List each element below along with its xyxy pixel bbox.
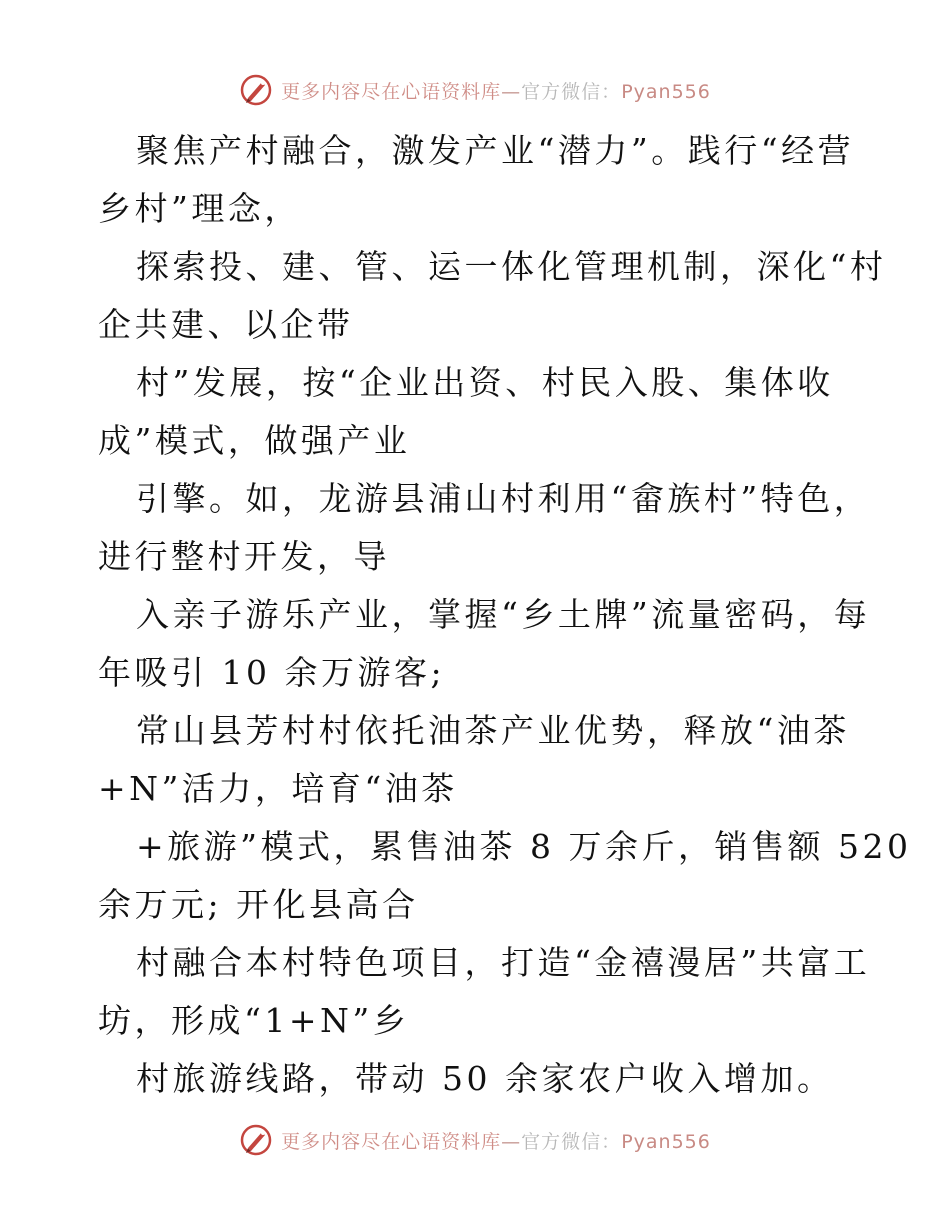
document-body: [98, 122, 912, 1108]
watermark-text: [281, 1127, 711, 1154]
text-line: 余万元; 开化县高合: [98, 885, 419, 924]
text-line: 进行整村开发，导: [98, 537, 390, 576]
watermark-dash: —: [501, 1130, 522, 1153]
text-line: 坊，形成“1+N”乡: [98, 1001, 410, 1040]
watermark-text: [281, 77, 711, 104]
pen-logo-icon: [239, 73, 273, 107]
text-line: +N”活力，培育“油茶: [98, 769, 458, 808]
footer-watermark: [0, 1120, 950, 1160]
text-line: 引擎。如，龙游县浦山村利用“畲族村”特色，: [136, 479, 871, 518]
watermark-account: Pyan556: [621, 1130, 711, 1153]
text-line: 村”发展，按“企业出资、村民入股、集体收: [136, 363, 834, 402]
text-line: 入亲子游乐产业，掌握“乡土牌”流量密码，每: [136, 595, 871, 634]
watermark-brand: 更多内容尽在心语资料库: [281, 1130, 502, 1153]
text-line: 探索投、建、管、运一体化管理机制，深化“村: [136, 247, 887, 286]
pen-logo-icon: [239, 1123, 273, 1157]
watermark-account: Pyan556: [621, 80, 711, 103]
text-line: 企共建、以企带: [98, 305, 354, 344]
watermark-label: 官方微信：: [521, 80, 622, 103]
text-line: 村融合本村特色项目，打造“金禧漫居”共富工: [136, 943, 871, 982]
watermark-brand: 更多内容尽在心语资料库: [281, 80, 502, 103]
text-line: 常山县芳村村依托油茶产业优势，释放“油茶: [136, 711, 850, 750]
header-watermark: [0, 70, 950, 110]
text-line: 年吸引 10 余万游客;: [98, 653, 446, 692]
watermark-label: 官方微信：: [521, 1130, 622, 1153]
watermark-dash: —: [501, 80, 522, 103]
text-line: 乡村”理念，: [98, 189, 301, 228]
text-line: 成”模式，做强产业: [98, 421, 411, 460]
text-line: 村旅游线路，带动 50 余家农户收入增加。: [136, 1059, 834, 1098]
text-line: +旅游”模式，累售油茶 8 万余斤，销售额 520: [136, 827, 912, 866]
text-line: 聚焦产村融合，激发产业“潜力”。践行“经营: [136, 131, 855, 170]
